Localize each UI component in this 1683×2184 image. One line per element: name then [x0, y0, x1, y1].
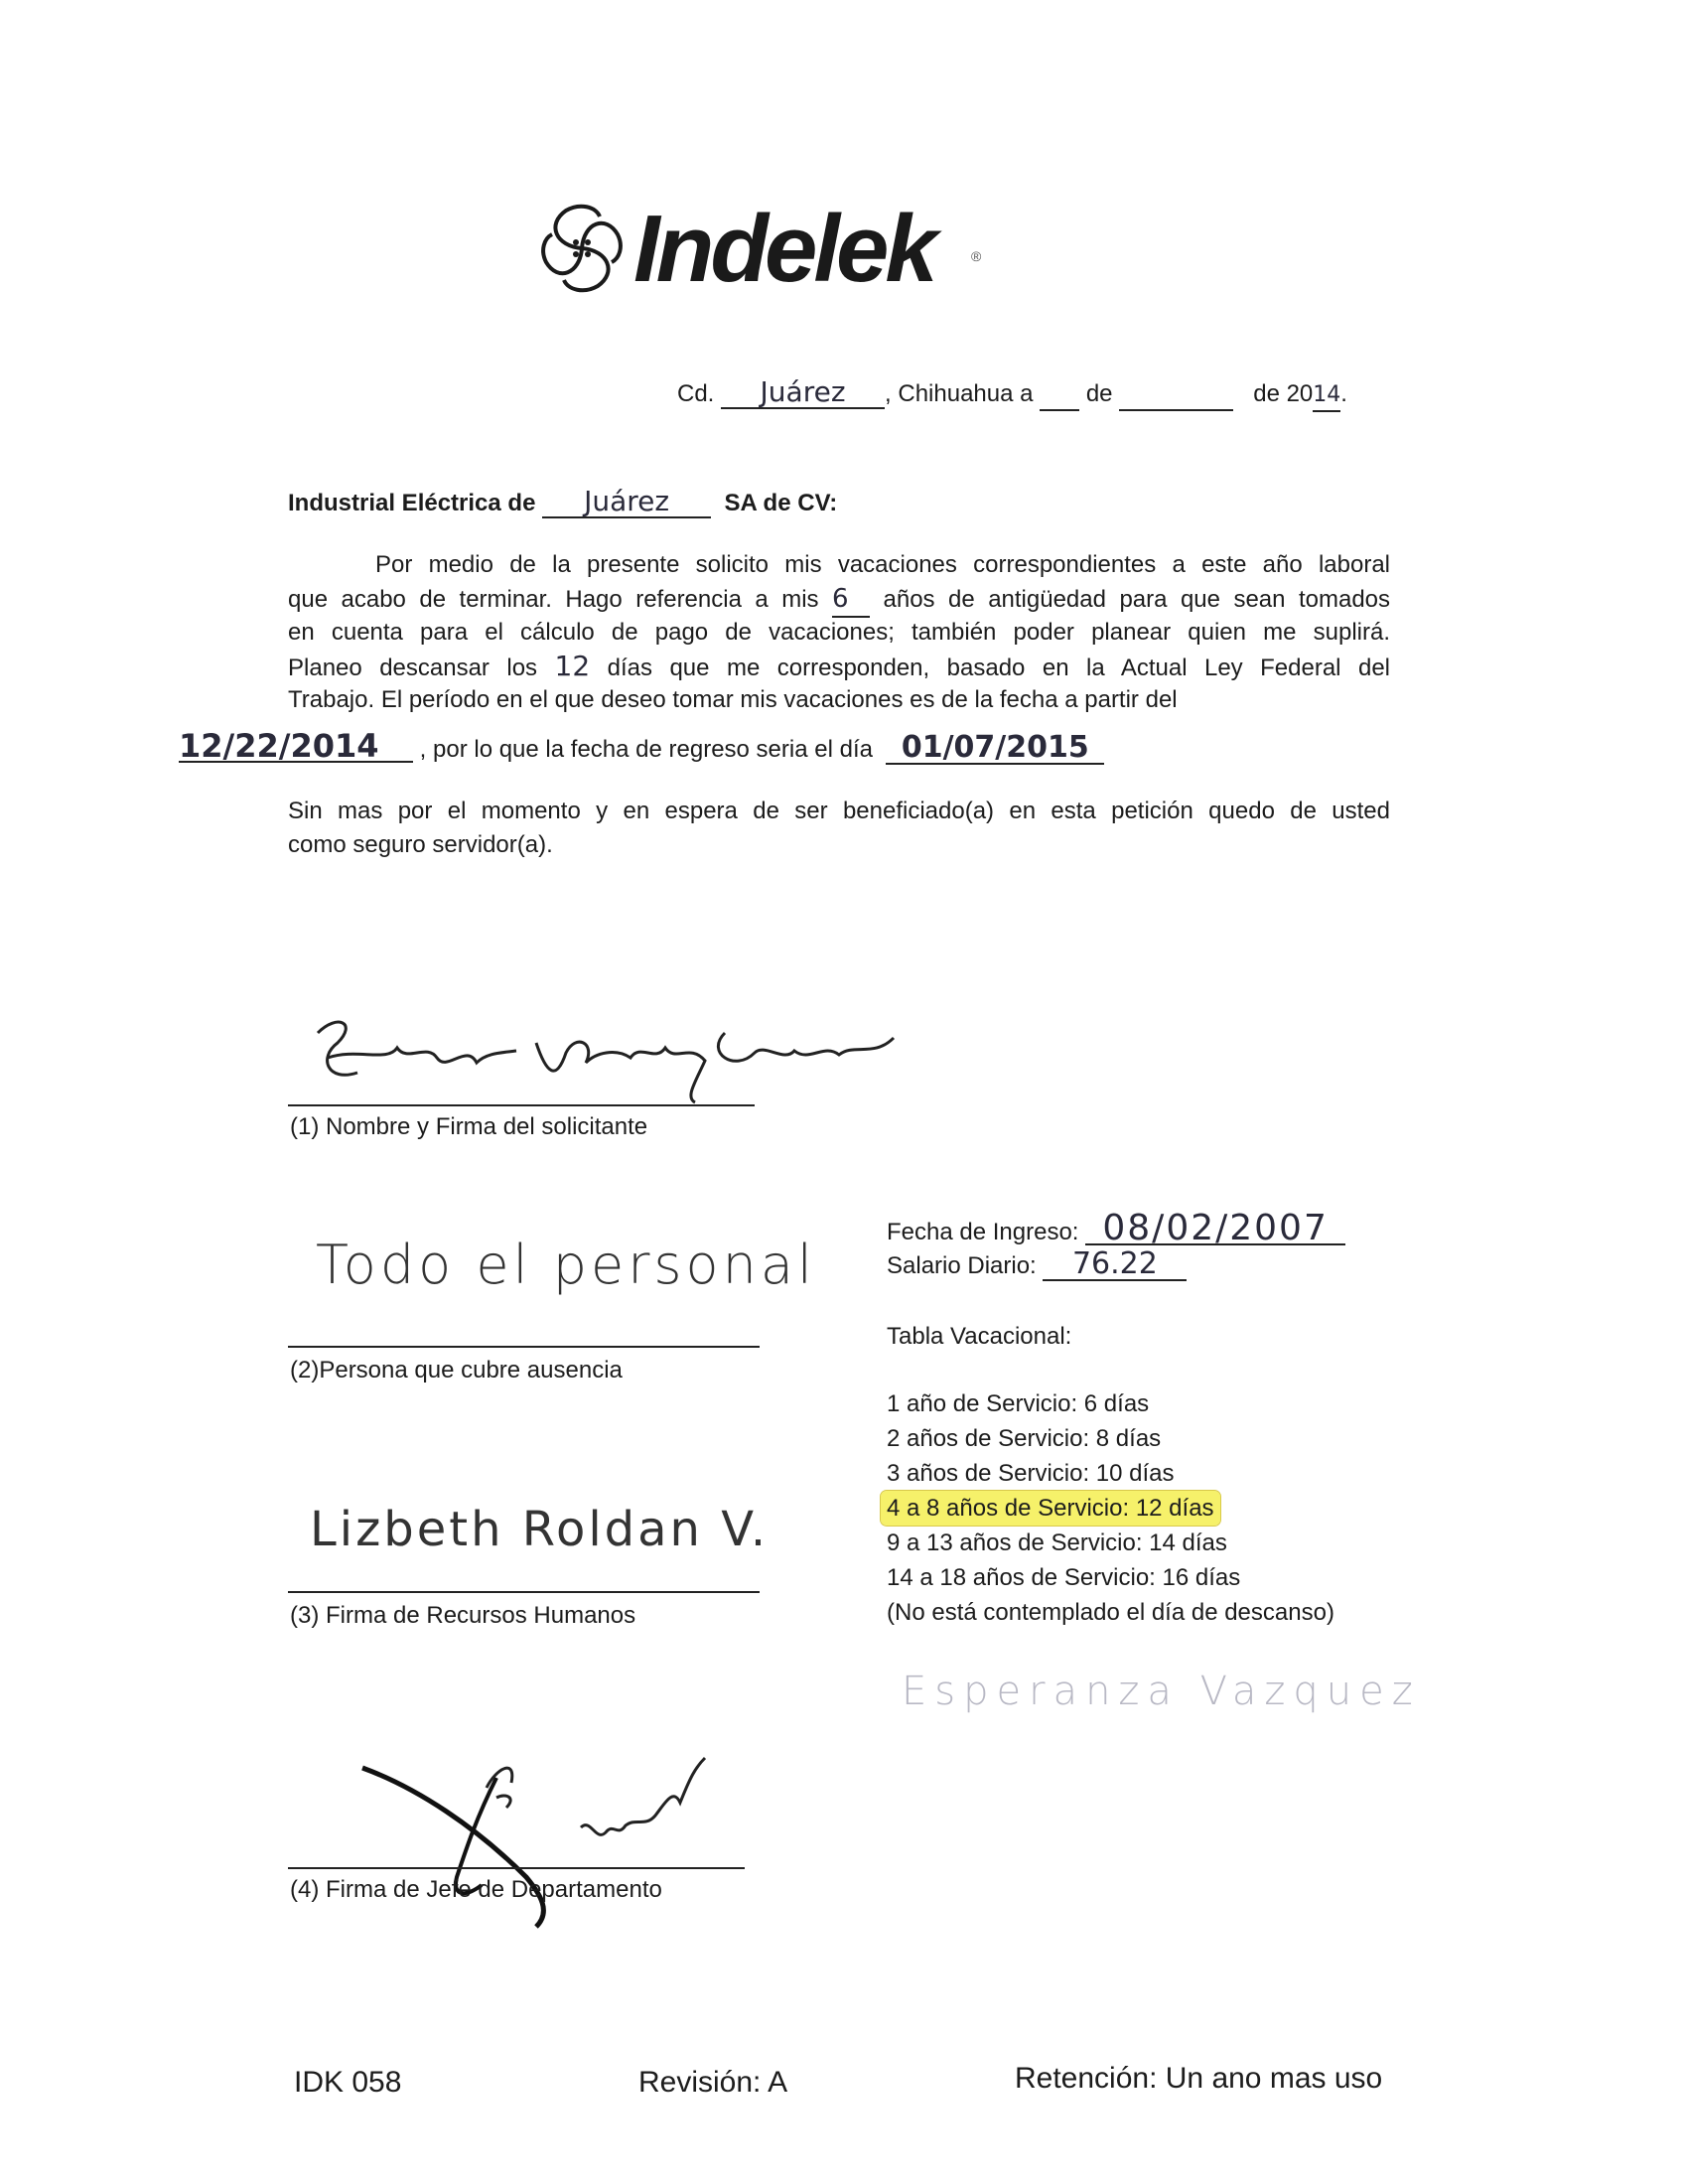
applicant-label: (1) Nombre y Firma del solicitante [290, 1113, 648, 1140]
applicant-signature-line [288, 1104, 755, 1106]
return-date-text: , por lo que la fecha de regreso seria el día [419, 736, 873, 763]
recipient-suffix: SA de CV: [724, 490, 838, 516]
handwritten-note: Esperanza Vazquez [902, 1669, 1421, 1714]
footer-code: IDK 058 [294, 2066, 402, 2099]
body-line-2 [288, 582, 1390, 616]
body-line-5: Trabajo. El período en el que deseo tomar mis vacaciones es de la fecha a partir del [288, 686, 1178, 713]
tabla-row: 2 años de Servicio: 8 días [887, 1425, 1162, 1452]
year-field: 14 [1313, 380, 1340, 412]
cd-label: Cd. [677, 380, 715, 407]
tabla-title: Tabla Vacacional: [887, 1323, 1072, 1350]
body-line-4 [288, 650, 1390, 683]
de-label: de [1085, 380, 1113, 407]
tabla-row-highlighted: 4 a 8 años de Servicio: 12 días [881, 1491, 1220, 1526]
dates-line [179, 727, 1104, 765]
years-field: 6 [832, 582, 870, 618]
footer-revision: Revisión: A [638, 2066, 788, 2099]
closing-paragraph [288, 795, 1390, 862]
body-line-1: Por medio de la presente solicito mis vacaciones correspondientes a este año laboral [375, 551, 1390, 578]
tabla-row: 14 a 18 años de Servicio: 16 días [887, 1564, 1241, 1591]
dept-head-label: (4) Firma de Jefe de Departamento [290, 1876, 662, 1903]
hr-signature-line [288, 1591, 760, 1593]
replacement-label: (2)Persona que cubre ausencia [290, 1357, 623, 1383]
start-date-field: 12/22/2014 [179, 731, 413, 763]
chihuahua-label: , Chihuahua a [885, 380, 1034, 407]
salario-row [887, 1246, 1187, 1281]
body-line-4-post: días que me corresponden, basado en la Actual Ley Federal del [607, 655, 1391, 681]
city-field: Juárez [721, 377, 885, 409]
dept-head-signature [357, 1748, 755, 1937]
de-year-label: de 20 [1253, 380, 1314, 407]
recipient-line [288, 487, 837, 518]
request-paragraph [288, 548, 1390, 717]
ingreso-label: Fecha de Ingreso: [887, 1219, 1079, 1245]
replacement-name: Todo el personal [316, 1234, 816, 1296]
body-line-2-pre: que acabo de terminar. Hago referencia a mis [288, 586, 819, 613]
recipient-prefix: Industrial Eléctrica de [288, 490, 536, 516]
date-line [677, 377, 1347, 412]
recipient-city-field: Juárez [542, 487, 711, 518]
period: . [1340, 380, 1347, 407]
day-field [1040, 379, 1079, 411]
return-date-field: 01/07/2015 [886, 733, 1104, 765]
hr-label: (3) Firma de Recursos Humanos [290, 1602, 636, 1629]
tabla-row: (No está contemplado el día de descanso) [887, 1599, 1334, 1626]
closing-line-1: Sin mas por el momento y en espera de ser beneficiado(a) en esta petición quedo de usted [288, 798, 1390, 824]
tabla-row: 3 años de Servicio: 10 días [887, 1460, 1175, 1487]
applicant-signature [298, 1003, 913, 1112]
body-line-2-post: años de antigüedad para que sean tomados [883, 586, 1391, 613]
ingreso-row [887, 1208, 1345, 1248]
tabla-row: 1 año de Servicio: 6 días [887, 1390, 1150, 1417]
days-field: 12 [554, 650, 591, 682]
body-line-4-pre: Planeo descansar los [288, 655, 538, 681]
replacement-signature-line [288, 1346, 760, 1348]
salario-field: 76.22 [1043, 1249, 1187, 1281]
salario-label: Salario Diario: [887, 1252, 1037, 1279]
registered-mark: ® [971, 248, 982, 264]
brand-logo: Indelek [633, 196, 934, 302]
closing-line-2: como seguro servidor(a). [288, 831, 553, 858]
ingreso-date-field: 08/02/2007 [1085, 1214, 1345, 1245]
hr-signature: Lizbeth Roldan V. [310, 1502, 770, 1557]
indelek-swirl-logo-icon [536, 199, 628, 298]
body-line-3: en cuenta para el cálculo de pago de vacaciones; también poder planear quien me suplirá. [288, 619, 1390, 646]
tabla-row: 9 a 13 años de Servicio: 14 días [887, 1529, 1227, 1556]
month-field [1119, 379, 1233, 411]
dept-head-signature-line [288, 1867, 745, 1869]
footer-retention: Retención: Un ano mas uso [1015, 2062, 1383, 2095]
